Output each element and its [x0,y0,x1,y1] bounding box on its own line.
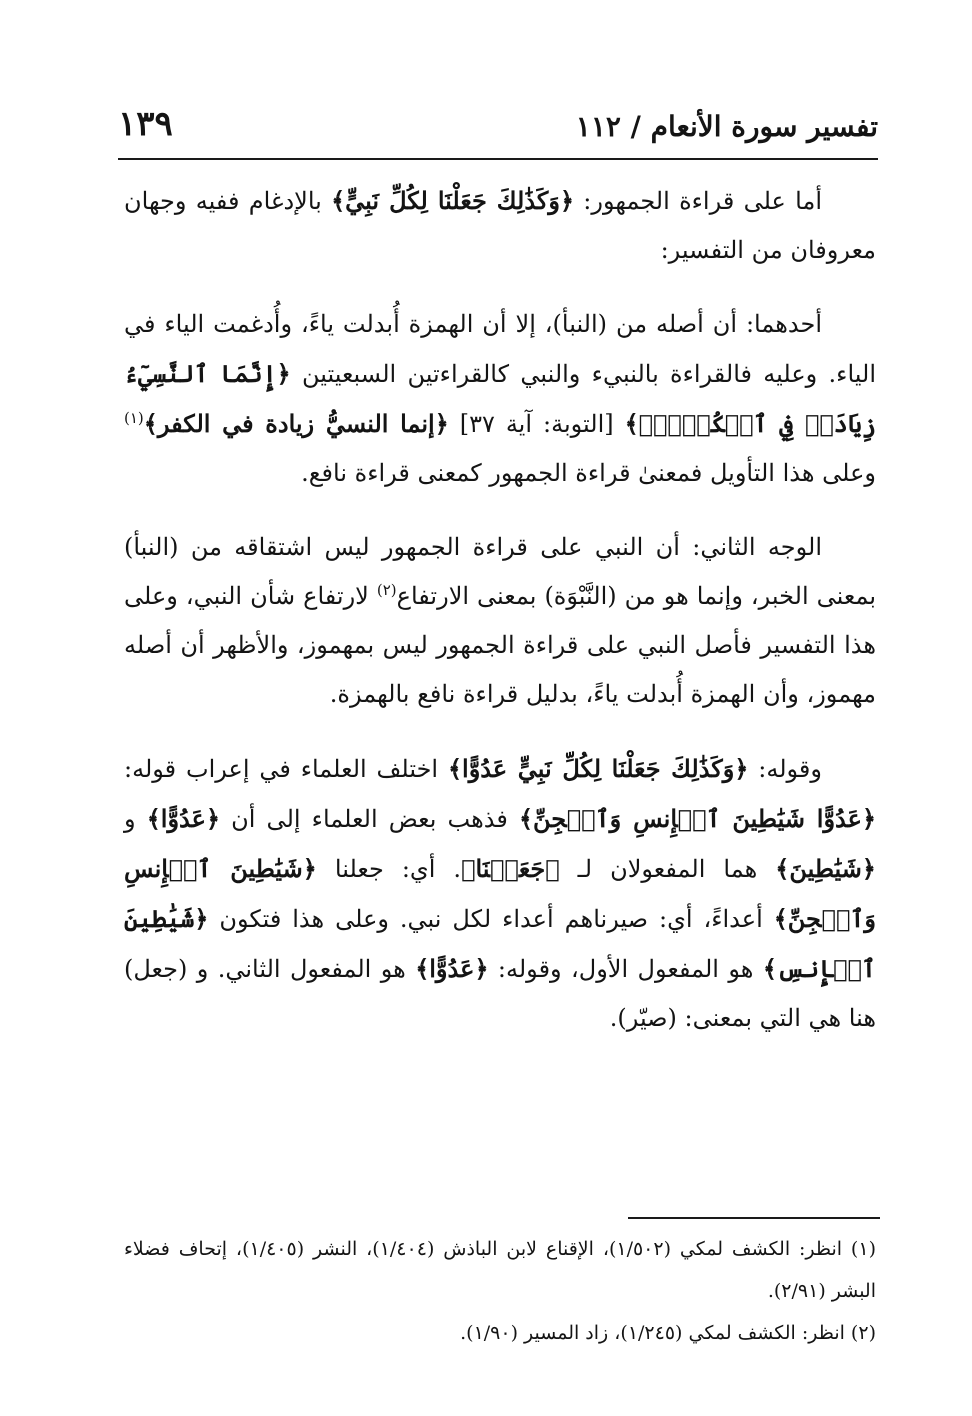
quran-verse: ﴿شَيَٰطِينَ ٱلۡإِنسِ﴾ [124,904,876,983]
paragraph [124,300,876,498]
text-run: لارتفاع شأن النبي، وعلى هذا التفسير فأصل النبي على قراءة الجمهور ليس بمهموز، والأظهر أن أصله مهموز، وأن الهمزة أُبدلت ياءً، بدليل قراءة نافع بالهمزة. [124,582,876,708]
quran-verse: ﴿عَدُوًّا شَيَٰطِينَ ٱلۡإِنسِ وَٱلۡجِنِّ﴾ [518,804,877,833]
text-run: أما على قراءة الجمهور: [574,187,822,215]
footnotes [124,1228,876,1354]
text-run: أعداءً، أي: صيرناهم أعداء لكل نبي. وعلى هذا فتكون [208,905,774,933]
text-run: هو المفعول الثاني. و (جعل) هنا هي التي بمعنى: (صيّر). [124,955,876,1032]
text-run: هما المفعولان لـ [559,855,776,883]
paragraph [124,523,876,719]
text-run: الوجه الثاني: أن النبي على قراءة الجمهور ليس اشتقاقه من (النبأ) بمعنى الخبر، وإنما هو من (النَّبْوَة) بمعنى الارتفاع [124,533,877,610]
text-run: اختلف العلماء في إعراب قوله: [124,755,448,783]
footnote-1: (١) انظر: الكشف لمكي (١/٥٠٢)، الإقناع لابن الباذش (١/٤٠٤)، النشر (١/٤٠٥)، إتحاف فضلاء البشر (٢/٩١). [124,1238,876,1302]
paragraph [124,744,876,1043]
footnote-2: (٢) انظر: الكشف لمكي (١/٢٤٥)، زاد المسير (١/٩٠). [460,1322,876,1344]
footnote-marker: (٢) [376,581,397,599]
text-run: بالإدغام ففيه وجهان معروفان من التفسير: [124,187,876,264]
quran-verse: ﴿شَيَٰطِينَ ٱلۡإِنسِ وَٱلۡجِنِّ﴾ [124,854,876,933]
text-run: أحدهما: أن أصله من (النبأ)، إلا أن الهمزة أُبدلت ياءً، وأُدغمت الياء في الياء. وعليه فالقراءة بالنبيء والنبي كالقراءتين السبعيتين [124,310,877,388]
text-run: هو المفعول الأول، وقوله: [488,955,763,983]
quran-word: ﴿جَعَلۡنَا﴾ [461,854,560,883]
text-run: و [124,805,147,833]
text-run: وعلى هذا التأويل فمعنىٰ قراءة الجمهور كمعنى قراءة نافع. [301,459,876,487]
verse-reference: [التوبة: آية ٣٧] [448,410,625,438]
header-divider [118,158,878,160]
quran-word: ﴿عَدُوًّا﴾ [146,804,221,833]
text-run: وقوله: [748,755,822,783]
text-run: . أي: جعلنا [316,855,462,883]
footnote-divider [628,1217,880,1219]
quran-verse: ﴿إِنَّمَا ٱلنَّسِيٓءُ زِيَادَةٞ فِي ٱلۡكُفۡرِۖ﴾ [124,359,876,438]
running-title: تفسير سورة الأنعام / ١١٢ [575,110,878,143]
footnote-marker: (١) [124,409,144,427]
paragraph [124,176,876,275]
quran-verse: ﴿وَكَذَٰلِكَ جَعَلْنَا لِكُلِّ نَبِيٍّ﴾ [331,186,575,215]
page-header [118,96,878,156]
quran-verse: ﴿وَكَذَٰلِكَ جَعَلْنَا لِكُلِّ نَبِيٍّ عَدُوًّا﴾ [447,754,749,783]
quran-word: ﴿شَيَٰطِينَ﴾ [775,854,876,883]
quran-reading: ﴿إنما النسيُّ زيادة في الكفر﴾ [143,409,449,438]
text-run: فذهب بعض العلماء إلى أن [220,805,519,833]
page-number: ١٣٩ [118,104,173,144]
quran-word: ﴿عَدُوًّا﴾ [415,954,489,983]
body-text [124,176,876,1043]
